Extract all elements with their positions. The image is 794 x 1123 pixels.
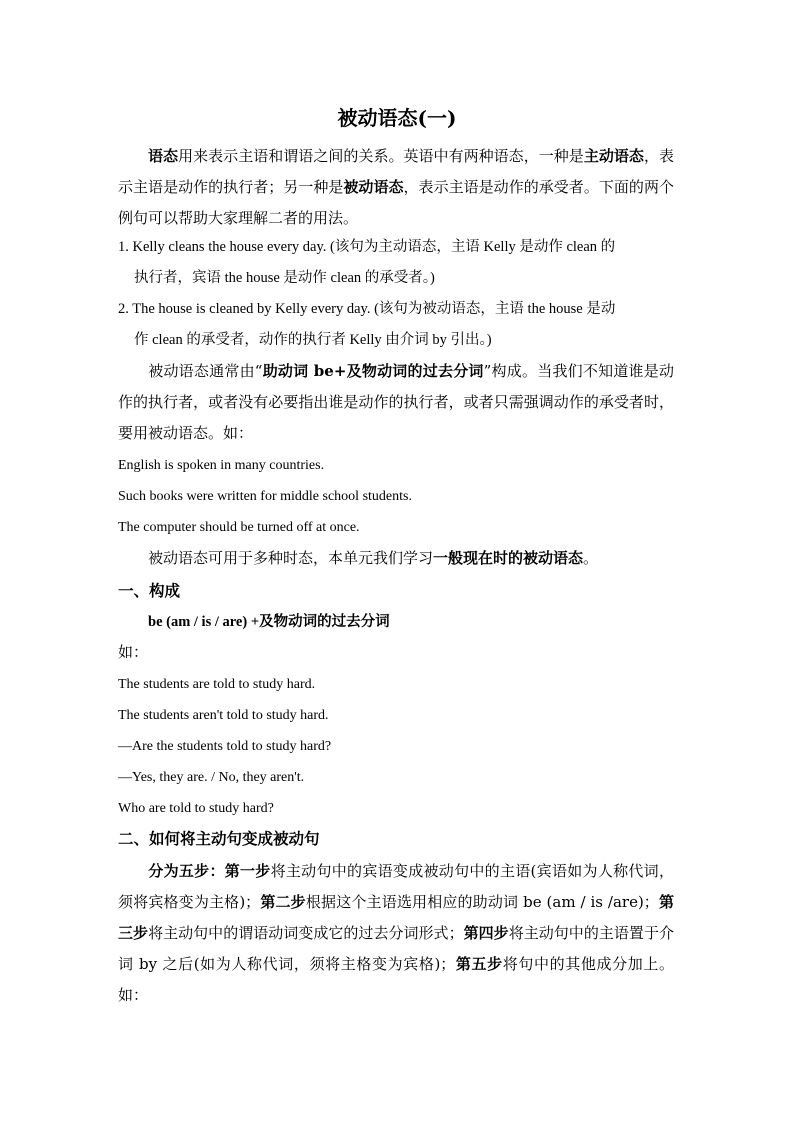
example-1-line-1: 1. Kelly cleans the house every day. (该句为主动语态，主语 Kelly 是动作 clean 的 [118, 239, 616, 255]
page-title: 被动语态(一) [337, 106, 457, 130]
step-3-text: 将主动句中的谓语动词变成它的过去分词形式； [148, 924, 464, 942]
example-1-line-2: 执行者，宾语 the house 是动作 clean 的承受者。) [134, 270, 435, 286]
step-2-label: 第二步 [260, 893, 306, 911]
example-2-line-1: 2. The house is cleaned by Kelly every day. (该句为被动语态，主语 the house 是动 [118, 301, 616, 317]
step-3-label: 第三步 [118, 893, 674, 942]
structure-example-4: —Yes, they are. / No, they aren't. [118, 770, 305, 785]
usage-text-2: ”构成。当我们不知道谁是动作的执行者，或者没有必要指出谁是动作的执行者，或者只需强调动作的承受者时，要用被动语态。如： [118, 362, 675, 442]
intro-text-3: ，表示主语是动作的承受者。下面的两个例句可以帮助大家理解二者的用法。 [118, 178, 674, 227]
step-5-label: 第五步 [455, 955, 503, 973]
structure-example-1: The students are told to study hard. [118, 677, 316, 692]
step-1-label: 第一步 [224, 862, 271, 880]
step-2-text: 根据这个主语选用相应的助动词 be (am / is /are)； [305, 893, 659, 911]
structure-example-3: —Are the students told to study hard? [118, 739, 332, 754]
example-1 [118, 232, 674, 294]
steps-intro: 分为五步： [148, 862, 225, 880]
intro-bold-voice: 语态 [148, 147, 179, 165]
intro-bold-active: 主动语态 [583, 147, 644, 165]
step-4-label: 第四步 [463, 924, 509, 942]
tense-bold: 一般现在时的被动语态 [433, 549, 584, 567]
intro-text-1: 用来表示主语和谓语之间的关系。英语中有两种语态，一种是 [178, 147, 584, 165]
step-4-text: 将主动句中的主语置于介词 by 之后(如为人称代词，须将主格变为宾格)； [118, 924, 674, 973]
structure-example-2: The students aren't told to study hard. [118, 708, 329, 723]
intro-paragraph [118, 141, 674, 234]
usage-example-2: Such books were written for middle school students. [118, 489, 412, 504]
usage-text-1: 被动语态通常由“ [148, 362, 263, 380]
example-2-line-2: 作 clean 的承受者，动作的执行者 Kelly 由介词 by 引出。) [134, 332, 492, 348]
usage-bold-rule: 助动词 be+及物动词的过去分词 [262, 362, 484, 380]
ru-label: 如： [118, 645, 149, 661]
usage-example-1: English is spoken in many countries. [118, 458, 325, 473]
step-5-text: 将句中的其他成分加上。如： [118, 955, 674, 1004]
step-1-text: 将主动句中的宾语变成被动句中的主语(宾语如为人称代词，须将宾格变为主格)； [118, 862, 674, 911]
usage-paragraph [118, 356, 674, 449]
tense-text-2: 。 [583, 549, 599, 567]
example-2 [118, 294, 674, 356]
intro-text-2: ，表示主语是动作的执行者；另一种是 [118, 147, 674, 196]
tense-text-1: 被动语态可用于多种时态，本单元我们学习 [148, 549, 434, 567]
formula: be (am / is / are) +及物动词的过去分词 [148, 614, 390, 630]
structure-example-5: Who are told to study hard? [118, 801, 274, 816]
usage-example-3: The computer should be turned off at once. [118, 520, 360, 535]
section-2-heading: 二、如何将主动句变成被动句 [118, 829, 320, 848]
intro-bold-passive: 被动语态 [343, 178, 404, 196]
steps-paragraph [118, 856, 674, 1011]
section-1-heading: 一、构成 [118, 581, 181, 600]
tense-paragraph [118, 543, 674, 574]
